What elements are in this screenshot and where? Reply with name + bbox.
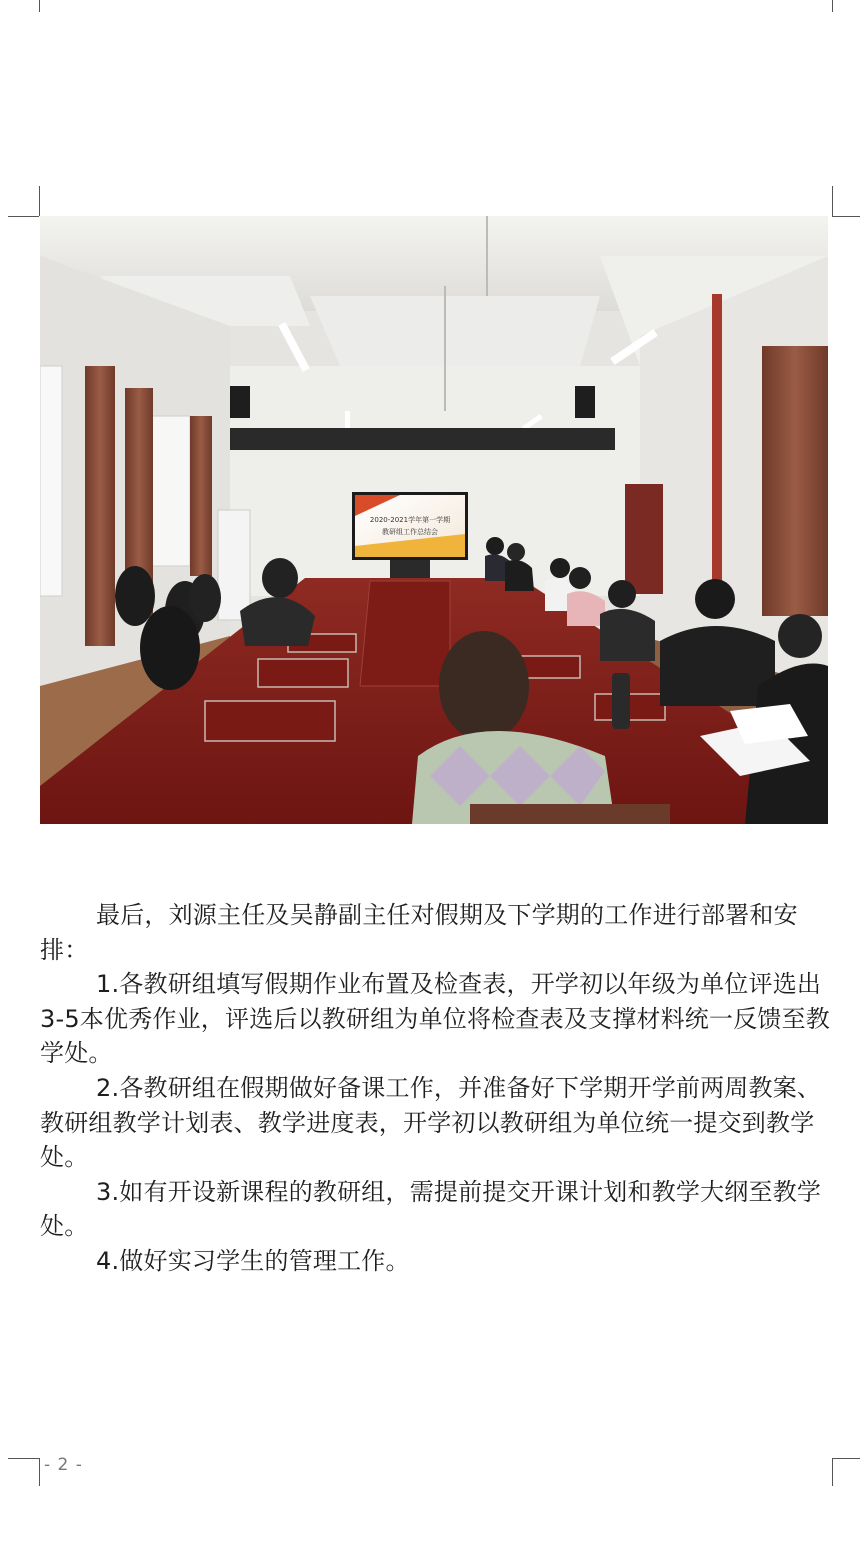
page-number: - 2 - xyxy=(44,1455,83,1475)
crop-mark-lower-left-v xyxy=(39,1458,40,1486)
paragraph-item-1: 1.各教研组填写假期作业布置及检查表，开学初以年级为单位评选出3-5本优秀作业，评选后以教研组为单位将检查表及支撑材料统一反馈至教学处。 xyxy=(40,970,830,1068)
screen-title-line2: 教研组工作总结会 xyxy=(382,528,438,536)
crop-mark-upper-left-v xyxy=(39,186,40,216)
paragraph-item-3: 3.如有开设新课程的教研组，需提前提交开课计划和教学大纲至教学处。 xyxy=(40,1177,822,1241)
crop-mark-lower-right-h xyxy=(832,1458,860,1459)
crop-mark-lower-right-v xyxy=(832,1458,833,1486)
paragraph-item-4: 4.做好实习学生的管理工作。 xyxy=(96,1246,410,1275)
crop-mark-lower-left-h xyxy=(8,1458,39,1459)
crop-mark-upper-right-h xyxy=(832,216,860,217)
paragraph-item-2: 2.各教研组在假期做好备课工作，并准备好下学期开学前两周教案、教研组教学计划表、教学进度表，开学初以教研组为单位统一提交到教学处。 xyxy=(40,1073,822,1172)
crop-mark-upper-right-v xyxy=(832,186,833,216)
paragraph-intro: 最后，刘源主任及吴静副主任对假期及下学期的工作进行部署和安排： xyxy=(40,901,798,964)
crop-mark-upper-left-h xyxy=(8,216,39,217)
body-text xyxy=(40,898,840,1279)
meeting-room-photo xyxy=(40,216,828,824)
crop-mark-top-left xyxy=(39,0,40,12)
screen-title-line1: 2020-2021学年第一学期 xyxy=(369,516,451,524)
crop-mark-top-right xyxy=(832,0,833,12)
